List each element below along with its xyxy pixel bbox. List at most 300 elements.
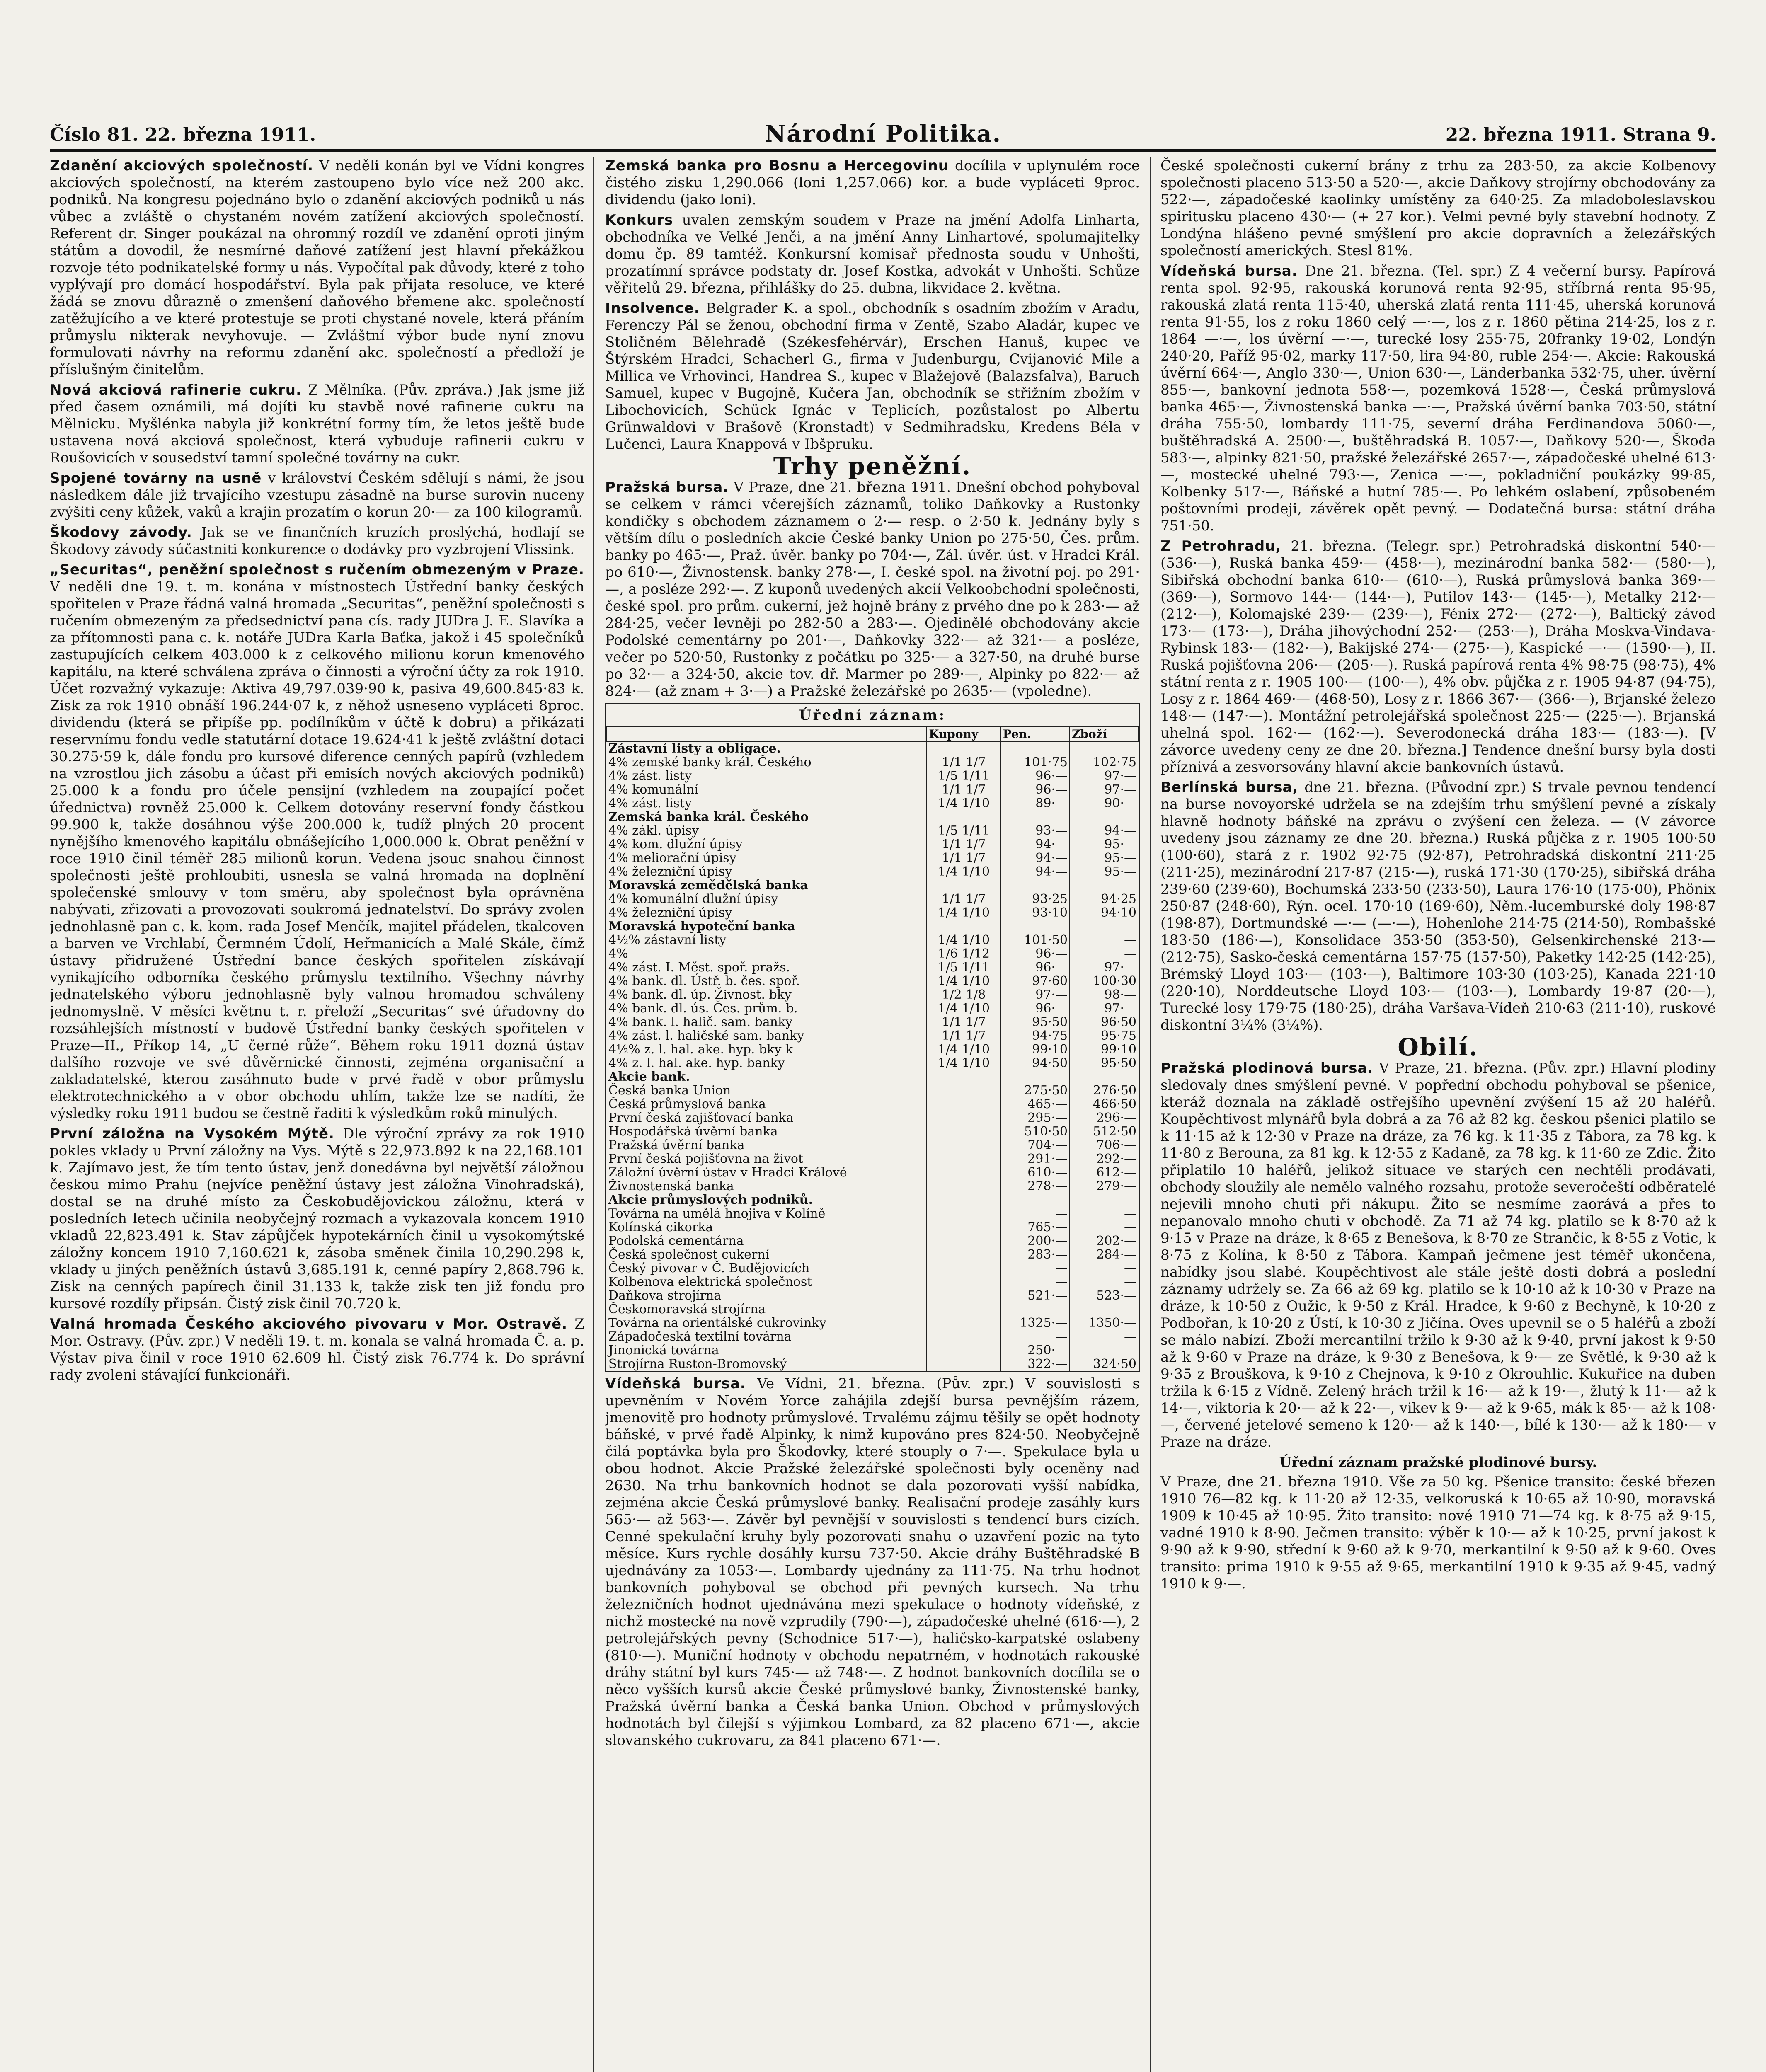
coupon-dates: 1/4 1/10 — [927, 933, 1001, 947]
ask-price: 95·— — [1070, 838, 1138, 851]
article — [605, 157, 1140, 208]
table-row — [607, 1302, 1138, 1316]
newspaper-title: Národní Politika. — [764, 120, 1002, 148]
table-row — [607, 1234, 1138, 1248]
bid-price: 94·— — [1001, 851, 1070, 865]
bid-price: 765·— — [1001, 1220, 1070, 1234]
table-row — [607, 783, 1138, 796]
article-body: docílila v uplynulém roce čistého zisku 1,290.066 (loni 1,257.066) kor. a bude vypláceti 9proc. dividendu (jako loni). — [605, 157, 1140, 208]
column-1 — [50, 157, 584, 2072]
bid-price: 295·— — [1001, 1111, 1070, 1125]
security-name: Záložní úvěrní ústav v Hradci Králové — [608, 1165, 847, 1180]
bid-price: 96·— — [1001, 783, 1070, 796]
column-3 — [1160, 157, 1716, 2072]
security-name: Západočeská textilní továrna — [608, 1329, 792, 1344]
table-row — [607, 769, 1138, 783]
ask-price: 276·50 — [1070, 1084, 1138, 1097]
table-header-row — [607, 727, 1138, 741]
bid-price: 278·— — [1001, 1179, 1070, 1193]
article — [605, 212, 1140, 297]
security-name: Česká banka Union — [608, 1083, 731, 1098]
coupon-dates — [927, 1302, 1001, 1316]
article-heading: Insolvence. — [605, 300, 700, 317]
coupon-dates — [927, 1138, 1001, 1152]
bid-price: 96·— — [1001, 961, 1070, 974]
bid-price: 99·10 — [1001, 1043, 1070, 1056]
security-name: 4% meliorační úpisy — [608, 851, 736, 865]
section-title: Trhy peněžní. — [773, 452, 972, 480]
table-row — [607, 920, 1138, 933]
page-number: 22. března 1911. Strana 9. — [1445, 124, 1716, 145]
coupon-dates — [927, 1152, 1001, 1166]
bid-price: — — [1001, 1261, 1070, 1275]
ask-price: 98·— — [1070, 988, 1138, 1002]
table-row — [607, 1275, 1138, 1289]
security-name: Daňkova strojírna — [608, 1288, 722, 1303]
bid-price: 1325·— — [1001, 1316, 1070, 1330]
security-name: Hospodářská úvěrní banka — [608, 1124, 778, 1139]
security-name: Českomoravská strojírna — [608, 1302, 766, 1317]
bid-price: 96·— — [1001, 947, 1070, 961]
column-header: Pen. — [1001, 727, 1070, 741]
table-row — [607, 961, 1138, 974]
coupon-dates — [927, 1125, 1001, 1138]
security-name: 4% železniční úpisy — [608, 905, 732, 920]
table-row — [607, 1220, 1138, 1234]
table-row — [607, 1029, 1138, 1043]
table-row — [607, 1166, 1138, 1179]
ask-price: 97·— — [1070, 769, 1138, 783]
article — [605, 479, 1140, 700]
article-body: Belgrader K. a spol., obchodník s osadním zbožím v Aradu, Ferenczy Pál se ženou, obchodní firma v Zentě, Szabo Aladár, kupec ve Stoličném Bělehradě (Székesfehérvár), Erschen Hanuš, kupec ve Štýrském Hradci, Schacherl G., firma v Judenburgu, Cvijanović Mile a Millica ve Vrhovinci, Handrea S., kupec v Blažejově (Balazsfalva), Baruch Samuel, kupec v Bugojně, Kučera Jan, obchodník se střižním zbožím v Libochovicích, Schück Ignác v Teplicích, pozůstalost po Albertu Grünwaldovi v Brašově (Kronstadt) v Sedmihradsku, Kredens Béla v Lučenci, Laura Knappová v Ibšpruku. — [605, 300, 1140, 453]
table-row — [607, 933, 1138, 947]
table-row — [607, 988, 1138, 1002]
security-name: 4% zást. listy — [608, 769, 692, 783]
coupon-dates: 1/4 1/10 — [927, 974, 1001, 988]
security-name: Český pivovar v Č. Budějovicích — [608, 1261, 810, 1276]
bid-price: 94·75 — [1001, 1029, 1070, 1043]
bid-price: 275·50 — [1001, 1084, 1070, 1097]
table-row — [607, 1179, 1138, 1193]
ask-price — [1070, 1193, 1138, 1207]
article-body: 21. března. (Telegr. spr.) Petrohradská diskontní 540·— (536·—), Ruská banka 459·— (458·—), mezinárodní banka 582·— (580·—), Sibiřská obchodní banka 610·— (610·—), Ruská průmyslová banka 369·— (369·—), Sormovo 144·— (144·—), Putilov 143·— (145·—), Metalky 212·— (212·—), Kolomajské 239·— (239·—), Fénix 272·— (272·—), Baltický závod 173·— (173·—), Dráha jihovýchodní 252·— (253·—), Dráha Moskva-Vindava-Rybinsk 183·— (182·—), Bakijské 274·— (275·—), Kaspické —·— (1590·—), II. Ruská pojišťovna 206·— (205·—). Ruská papírová renta 4% 98·75 (98·75), 4% státní renta z r. 1905 100·— (100·—), 4% obv. půjčka z r. 1905 94·87 (94·75), Losy z r. 1864 469·— (468·50), Losy z r. 1866 367·— (366·—), Brjanské železo 148·— (147·—). Montážní petrolejářská společnost 225·— (225·—). Brjanská uhelná spol. 162·— (162·—). Severodonecká dráha 183·— (183·—). [V závorce uvedeny ceny ze dne 20. března.] Tendence dnešní bursy byla dosti příznivá a zesvorsovány hlavní akcie bankovních ústavů. — [1160, 538, 1716, 775]
bid-price: — — [1001, 1275, 1070, 1289]
table-row — [607, 1152, 1138, 1166]
subsection-title: Úřední záznam pražské plodinové bursy. — [1279, 1454, 1597, 1471]
ask-price: 100·30 — [1070, 974, 1138, 988]
bid-price — [1001, 741, 1070, 755]
security-name: 4% komunální dlužní úpisy — [608, 892, 778, 906]
column-header: Kupony — [927, 727, 1001, 741]
article-heading: „Securitas“, peněžní společnost s ručením obmezeným v Praze. — [50, 562, 584, 578]
ask-price: — — [1070, 1220, 1138, 1234]
coupon-dates: 1/1 1/7 — [927, 1015, 1001, 1029]
security-name: Moravská zemědělská banka — [608, 878, 808, 893]
ask-price: — — [1070, 1343, 1138, 1357]
table-row — [607, 1138, 1138, 1152]
coupon-dates: 1/4 1/10 — [927, 1043, 1001, 1056]
bid-price: — — [1001, 1302, 1070, 1316]
ask-price: — — [1070, 1275, 1138, 1289]
coupon-dates: 1/1 1/7 — [927, 1029, 1001, 1043]
table-row — [607, 755, 1138, 769]
coupon-dates — [927, 1343, 1001, 1357]
table-row — [607, 810, 1138, 824]
bid-price: 200·— — [1001, 1234, 1070, 1248]
bid-price: 283·— — [1001, 1248, 1070, 1261]
coupon-dates: 1/4 1/10 — [927, 1056, 1001, 1070]
article-body: v království Českém sdělují s námi, že jsou následkem dále již trvajícího vzestupu zásadně na burse surovin nuceny zvýšiti ceny kůžek, vaků a krajin prozatím o korun 20·— za 100 kilogramů. — [50, 470, 584, 520]
article-heading: Pražská bursa. — [605, 479, 729, 496]
security-name: Moravská hypoteční banka — [608, 919, 795, 934]
article — [1160, 1060, 1716, 1451]
article-body: dne 21. března. (Původní zpr.) S trvale pevnou tendencí na burse novoyorské udržela se na zdejším trhu smýšlení pevné a získaly hlavně hodnoty báňské na zprávu o zvýšení cen železa. — (V závorce uvedeny jsou záznamy ze dne 20. března.) Ruská půjčka z r. 1905 100·50 (100·60), stará z r. 1902 92·75 (92·87), Petrohradská diskontní 211·25 (211·25), mezinárodní 217·87 (215·—), ruská 171·30 (170·25), sibiřská dráha 239·60 (239·60), Bochumská 233·50 (233·50), Laura 176·10 (175·00), Phönix 250·87 (248·60), Rýn. ocel. 170·10 (169·60), Něm.-lucemburské doly 198·87 (198·87), Dortmundské —·— (—·—), Hohenlohe 214·75 (214·50), Rombašské 183·50 (186·—), Konsolidace 353·50 (353·50), Gelsenkirchenské 213·— (212·75), Sasko-česká cementárna 157·75 (157·50), Paketky 142·25 (142·25), Brémský Lloyd 103·— (103·—), Baltimore 103·30 (103·25), Kanada 221·10 (220·10), Norddeutsche Lloyd 103·— (103·—), Lombardy 19·87 (20·—), Turecké losy 179·75 (180·25), dráha Varšava-Vídeň 210·63 (211·10), ruskové diskontní 3¼% (3¼%). — [1160, 779, 1716, 1034]
table-row — [607, 865, 1138, 879]
bid-price — [1001, 920, 1070, 933]
table-row — [607, 1330, 1138, 1343]
article-heading: Vídeňská bursa. — [605, 1375, 746, 1392]
table-row — [607, 796, 1138, 810]
ask-price: 612·— — [1070, 1166, 1138, 1179]
coupon-dates — [927, 1207, 1001, 1220]
table-row — [607, 1125, 1138, 1138]
quotes-table — [606, 726, 1139, 1371]
bid-price: 93·25 — [1001, 892, 1070, 906]
security-name: 4% železniční úpisy — [608, 864, 732, 879]
article — [50, 524, 584, 558]
coupon-dates: 1/4 1/10 — [927, 906, 1001, 920]
coupon-dates: 1/2 1/8 — [927, 988, 1001, 1002]
table-row — [607, 1056, 1138, 1070]
bid-price: — — [1001, 1207, 1070, 1220]
ask-price: 706·— — [1070, 1138, 1138, 1152]
coupon-dates — [927, 1166, 1001, 1179]
ask-price: 95·— — [1070, 851, 1138, 865]
official-quotes-box — [605, 703, 1140, 1372]
security-name: 4% zemské banky král. Českého — [608, 755, 812, 770]
security-name: Akcie bank. — [608, 1070, 690, 1084]
bid-price: 510·50 — [1001, 1125, 1070, 1138]
table-row — [607, 1207, 1138, 1220]
security-name: 4% kom. dlužní úpisy — [608, 837, 743, 852]
article — [1160, 1474, 1716, 1593]
coupon-dates — [927, 1193, 1001, 1207]
coupon-dates — [927, 1357, 1001, 1371]
table-row — [607, 1343, 1138, 1357]
table-row — [607, 974, 1138, 988]
ask-price: 512·50 — [1070, 1125, 1138, 1138]
ask-price: 96·50 — [1070, 1015, 1138, 1029]
security-name: Podolská cementárna — [608, 1234, 744, 1248]
table-row — [607, 1002, 1138, 1015]
article — [50, 562, 584, 1122]
coupon-dates — [927, 1234, 1001, 1248]
article-body: Dle výroční zprávy za rok 1910 pokles vklady u První záložny na Vys. Mýtě s 22,973.892 k na 22,168.101 k. Zajímavo jest, že tím tento ústav, jenž donedávna byl největší záložnou českou mimo Prahu (nejvíce peněžní ústavy jest záložna Vinohradská), dostal se na druhé místo za Českobudějovickou záložnu, která v posledních letech učinila neobyčejný rozmach a vykazovala koncem 1910 vkladů 22,823.491 k. Stav zápůjček hypotekárních činil u vysokomýtské záložny koncem 1910 7,160.621 k, zásoba směnek činila 10,290.298 k, vklady u jiných peněžních ústavů 3,685.191 k, cenné papíry 2,868.796 k. Zisk na cenných papírech činil 31.133 k, takže zisk ten již fondu pro kursové rozdíly připsán. Čistý zisk činil 70.720 k. — [50, 1126, 584, 1312]
ask-price: — — [1070, 1207, 1138, 1220]
masthead-rule — [50, 149, 1716, 152]
security-name: 4½% zástavní listy — [608, 933, 727, 947]
article-heading: Z Petrohradu, — [1160, 538, 1282, 554]
article-body: Z Mor. Ostravy. (Pův. zpr.) V neděli 19. t. m. konala se valná hromada Č. a. p. Výstav piva činil v roce 1910 62.609 hl. Čistý zisk 76.774 k. Do správní rady zvoleni stávající funkcionáři. — [50, 1316, 584, 1383]
security-name: Česká společnost cukerní — [608, 1247, 770, 1262]
security-name: 4% bank. dl. úp. Živnost. bky — [608, 988, 792, 1002]
security-name: 4% — [608, 946, 628, 961]
ask-price: 97·— — [1070, 961, 1138, 974]
article — [1160, 263, 1716, 535]
ask-price: 99·10 — [1070, 1043, 1138, 1056]
ask-price: 1350·— — [1070, 1316, 1138, 1330]
security-name: 4% zást. l. haličské sam. banky — [608, 1029, 804, 1043]
bid-price: 610·— — [1001, 1166, 1070, 1179]
ask-price: 202·— — [1070, 1234, 1138, 1248]
table-row — [607, 892, 1138, 906]
bid-price: 704·— — [1001, 1138, 1070, 1152]
coupon-dates: 1/1 1/7 — [927, 851, 1001, 865]
article-heading: Zdanění akciových společností. — [50, 157, 314, 174]
coupon-dates: 1/5 1/11 — [927, 769, 1001, 783]
column-header: Zboží — [1070, 727, 1138, 741]
article-heading: První záložna na Vysokém Mýtě. — [50, 1126, 334, 1142]
bid-price: 94·50 — [1001, 1056, 1070, 1070]
article-body: V Praze, dne 21. března 1911. Dnešní obchod pohyboval se celkem v rámci včerejších záznamů, toliko Daňkovky a Rustonky kondičky s obchodem záznamem o 2·— resp. o 2·50 k. Jednány byly s větším dílu o posledních akcie České banky Union po 275·50, Čes. prům. banky po 465·—, Praž. úvěr. banky po 704·—, Zál. úvěr. úst. v Hradci Král. po 610·—, Živnostensk. banky 278·—, I. české spol. na životní poj. po 291·—, a posléze 292·—. Z kuponů uvedených akcií Velkoobchodní společnosti, české spol. pro prům. cukerní, jež hojně brány z prvého dne po k 283·— až 284·25, večer levněji po 282·50 a 283·—. Ojedinělé obchodovány akcie Podolské cementárny po 201·—, Daňkovky 322·— až 321·— a posléze, večer po 520·50, Rustonky z počátku po 325·— a 327·50, na druhé burse po 32·— a 324·50, akcie tov. dř. Marmer po 289·—, Alpinky po 822·— až 824·— (až znam + 3·—) a Pražské železářské po 2635·— (vpoledne). — [605, 479, 1140, 700]
bid-price: 89·— — [1001, 796, 1070, 810]
bid-price: 465·— — [1001, 1097, 1070, 1111]
security-name: První česká pojišťovna na život — [608, 1152, 804, 1166]
table-row — [607, 1043, 1138, 1056]
table-body — [607, 741, 1138, 1371]
ask-price: 95·— — [1070, 865, 1138, 879]
bid-price: 291·— — [1001, 1152, 1070, 1166]
ask-price: 97·— — [1070, 1002, 1138, 1015]
table-row — [607, 947, 1138, 961]
article — [50, 470, 584, 521]
security-name: 4% z. l. hal. ake. hyp. banky — [608, 1056, 785, 1070]
article-body: V neděli konán byl ve Vídni kongres akciových společností, na kterém zastoupeno bylo více než 200 akc. podniků. Na kongresu pojednáno bylo o zdanění akciových podniků u nás vůbec a zvláště o chystaném novém zatížení akciových společností. Referent dr. Singer poukázal na ohromný rozdíl ve zdanění oproti jiným státům a dovodil, že nesmírné daňové zatížení jest hlavní překážkou rozvoje této podnikatelské formy u nás. Vypočítal pak důvody, které z toho vyplývají pro domácí hospodářství. Byla pak přijata resoluce, ve které žádá se znovu důrazně o zmenšení daňového břemene akc. společností zatěžujícího a ve které protestuje se proti chystané novele, která přáním průmyslu nikterak nevyhovuje. — Zvláštní výbor bude nyní znovu formulovati návrhy na reformu zdanění akc. společností a předloží je příslušným činitelům. — [50, 157, 584, 378]
bid-price: — — [1001, 1330, 1070, 1343]
coupon-dates — [927, 741, 1001, 755]
coupon-dates — [927, 1111, 1001, 1125]
ask-price: 296·— — [1070, 1111, 1138, 1125]
table-row — [607, 838, 1138, 851]
bid-price — [1001, 879, 1070, 892]
article-body: Jak se ve finančních kruzích proslýchá, hodlají se Škodovy závody súčastniti konkurence o dodávky pro vyzbrojení Vlissink. — [50, 524, 584, 558]
coupon-dates — [927, 1261, 1001, 1275]
article-body: V neděli dne 19. t. m. konána v místnostech Ústřední banky českých spořitelen v Praze řádná valná hromada „Securitas“, peněžní společnosti s ručením obmezeným za předsednictví pana cís. rady JUDra J. E. Slavíka a za přítomnosti pana c. k. notáře JUDra Karla Baťka, jakož i 45 společníků zastupujících celkem 403.000 k z celkového milionu korun kmenového kapitálu, na které schválena zpráva o činnosti a výroční účty za rok 1910. Účet rozvažný vykazuje: Aktiva 49,797.039·90 k, pasiva 49,600.845·83 k. Zisk za rok 1910 obnáší 196.244·07 k, z něhož usneseno vypláceti 8proc. dividendu (která se připíše pp. podílníkům v účtě k dobru) a přikázati reservnímu fondu vedle statutární dotace 19.624·41 k ještě zvláštní dotaci 30.275·59 k, dále fondu pro kursové diference cenných papírů (vzhledem na vzrostlou jich zásobu a účast při emisích nových akciových podniků) 25.000 k a fondu pro účele pensijní (vzhledem na zoupající počet úřednictva) rovněž 25.000 k. Celkem dotovány reservní fondy částkou 99.900 k, takže dosáhnou výše 200.000 k, tudíž plných 20 procent nynějšího kmenového kapitálu obnášejícího 1,000.000 k. Obrat peněžní v roce 1910 činil téměř 285 milionů korun. Vedena jsouc snahou činnost společnosti ještě prohloubiti, usnesla se valná hromada na doplnění společenské smlouvy v tom směru, aby společnost byla oprávněna nabývati, zřizovati a provozovati soukromá jednatelství. Do správy zvolen jednohlasně pan c. k. kom. rada Josef Menčík, majitel přádelen, tkalcoven a barven ve Vrchlabí, Čermném Údolí, Heřmanicích a Malé Skále, čímž ústavy přidružené Ústřední bance českých spořitelen získávají vynikajícího odborníka českého průmyslu textilního. Všechny návrhy jednatelského výboru jednohlasně byly valnou hromadou schváleny jednomyslně. V měsíci květnu t. r. přeloží „Securitas“ své úřadovny do rozsáhlejších místností v budově Ústřední banky českých spořitelen v Praze—II., Příkop 14, „U černé růže“. Během roku 1911 dozná ústav dalšího rozvoje ve své důvěrnické činnosti, zejména organisační a zakladatelské, kterou zasáhnuto bude v prvé řadě v obor průmyslu elektrotechnického a v obor obchodu uhlím, takže lze se nadíti, že výsledky roku 1911 budou se čestně řaditi k výsledkům roků minulých. — [50, 579, 584, 1122]
coupon-dates — [927, 1097, 1001, 1111]
ask-price — [1070, 741, 1138, 755]
article-heading: Zemská banka pro Bosnu a Hercegovinu — [605, 157, 949, 174]
ask-price: 102·75 — [1070, 755, 1138, 769]
security-name: 4% zást. I. Měst. spoř. pražs. — [608, 960, 790, 975]
coupon-dates: 1/4 1/10 — [927, 1002, 1001, 1015]
column-divider — [1150, 157, 1151, 2072]
table-row — [607, 1084, 1138, 1097]
coupon-dates — [927, 1070, 1001, 1084]
table-row — [607, 1316, 1138, 1330]
article-body: uvalen zemským soudem v Praze na jmění Adolfa Linharta, obchodníka ve Velké Jenči, a na jmění Anny Linhartové, spolumajitelky domu čp. 89 tamtéž. Konkursní komisař přednosta soudu v Unhošti, prozatímní správce podstaty dr. Josef Kostka, advokát v Unhošti. Schůze věřitelů 29. března, přihlášky do 25. dubna, likvidace 2. května. — [605, 212, 1140, 296]
ask-price: — — [1070, 947, 1138, 961]
coupon-dates: 1/4 1/10 — [927, 865, 1001, 879]
ask-price: 90·— — [1070, 796, 1138, 810]
ask-price: 95·75 — [1070, 1029, 1138, 1043]
bid-price: 322·— — [1001, 1357, 1070, 1371]
ask-price: 466·50 — [1070, 1097, 1138, 1111]
ask-price — [1070, 879, 1138, 892]
article — [605, 300, 1140, 453]
article-body: České společnosti cukerní brány z trhu za 283·50, za akcie Kolbenovy společnosti placeno 513·50 a 520·—, akcie Daňkovy strojírny obchodovány za 522·—, západočeské kaolinky umístěny za 640·25. Za mladoboleslavskou spiritusku placeno 430·— (+ 27 kor.). Velmi pevné byly stavební hodnoty. Z Londýna hlášeno pevné smýšlení pro akcie dopravních a železářských společností amerických. Stesl 81%. — [1160, 157, 1716, 259]
coupon-dates: 1/1 1/7 — [927, 755, 1001, 769]
ask-price: 523·— — [1070, 1289, 1138, 1302]
bid-price: 101·50 — [1001, 933, 1070, 947]
bid-price — [1001, 810, 1070, 824]
article — [50, 382, 584, 467]
table-row — [607, 1357, 1138, 1371]
article-body: Ve Vídni, 21. března. (Pův. zpr.) V souvislosti s upevněním v Novém Yorce zahájila zdejší bursa pevnějším rázem, jmenovitě pro hodnoty průmyslové. Trvalému zájmu těšily se opět hodnoty báňské, v prvé řadě Alpinky, k nimž kupováno pres 824·50. Neobyčejně čilá poptávka byla pro Škodovky, které stouply o 7·—. Spekulace byla u obou hodnot. Akcie Pražské železářské společnosti byly oceněny nad 2630. Na trhu bankovních hodnot se dala pozorovati vyšší nabídka, zejména akcie Česká průmyslové banky. Realisační prodeje zasáhly kurs 565·— až 563·—. Závěr byl pevnější v souvislosti s tendencí burs cizích. Cenné spekulační kruhy byly pozorovati snahu o uzavření pozic na tyto měsíce. Kurs rychle dosáhly kursu 737·50. Akcie dráhy Buštěhradské B ujednávány za 1053·—. Lombardy ujednány za 111·75. Na trhu hodnot bankovních pohyboval se obchod při pevných kursech. Na trhu železničních hodnot ujednávána mezi spekulace o hodnoty vídeňské, z nichž mostecké na nově vzprudily (790·—), západočeské uhelné (616·—), 2 petrolejářských pevny (Schodnice 517·—), haličsko-karpatské oslabeny (810·—). Muniční hodnoty v obchodu nepatrném, v hodnotách rakouské dráhy státní byl kurs 745·— až 748·—. Z hodnot bankovních docílila se o něco vyšších kursů akcie České průmyslové banky, Živnostenské banky, Pražská úvěrní banka a Česká banka Union. Obchod v průmyslových hodnotách byl čilejší s výjimkou Lombard, za 82 placeno 671·—, akcie slovanského cukrovaru, za 841 placeno 671·—. — [605, 1375, 1140, 1749]
article — [605, 1375, 1140, 1749]
table-row — [607, 1261, 1138, 1275]
coupon-dates — [927, 920, 1001, 933]
ask-price: 284·— — [1070, 1248, 1138, 1261]
ask-price: — — [1070, 933, 1138, 947]
security-name: Kolínská cikorka — [608, 1220, 713, 1234]
table-row — [607, 1015, 1138, 1029]
ask-price — [1070, 810, 1138, 824]
bid-price: 96·— — [1001, 769, 1070, 783]
coupon-dates: 1/1 1/7 — [927, 783, 1001, 796]
security-name: 4% bank. dl. Ústř. b. čes. spoř. — [608, 974, 800, 988]
coupon-dates — [927, 810, 1001, 824]
article — [50, 157, 584, 378]
bid-price: 97·— — [1001, 988, 1070, 1002]
bid-price — [1001, 1070, 1070, 1084]
security-name: Strojírna Ruston-Bromovský — [608, 1357, 787, 1371]
article-heading: Škodovy závody. — [50, 524, 192, 541]
column-2 — [605, 157, 1140, 2072]
article-heading: Konkurs — [605, 212, 673, 228]
article-heading: Nová akciová rafinerie cukru. — [50, 382, 302, 398]
article — [1160, 157, 1716, 259]
article — [50, 1126, 584, 1312]
bid-price: 95·50 — [1001, 1015, 1070, 1029]
ask-price: 94·25 — [1070, 892, 1138, 906]
bid-price: 97·60 — [1001, 974, 1070, 988]
security-name: Zástavní listy a obligace. — [608, 741, 781, 756]
bid-price — [1001, 1193, 1070, 1207]
ask-price: — — [1070, 1261, 1138, 1275]
coupon-dates — [927, 1330, 1001, 1343]
article-body: V Praze, 21. března. (Pův. zpr.) Hlavní plodiny sledovaly dnes smýšlení pevné. V popřední obchodu pohyboval se pšenice, kteráž doznala na základě ostřejšího upevnění zvýšení 15 až 20 haléřů. Koupěchtivost mlynářů byla dobrá a za 76 až 82 kg. českou pšenici platilo se k 11·15 až k 12·30 v Praze na dráze, za 76 kg. k 11·35 z Tábora, za 78 kg. k 11·80 z Berouna, za 81 kg. k 12·55 z Kadaně, za 78 kg. k 11·60 ze Zdic. Žito připlatilo 10 haléřů, jelikož situace ve starých cen nechtěli prodávati, obchody sloužily ale nemělo valného rozsahu, protože severočeští odběratelé nejevili mnoho chuti při nákupu. Žito se nesmíme zaorává a přes to nepanovalo mnoho chuti v obchodě. Za 71 až 74 kg. platilo se k 8·70 až k 9·15 v Praze na dráze, k 8·65 z Benešova, k 8·70 ze Strančic, k 8·55 z Votic, k 8·75 z Kolína, k 8·50 z Tábora. Kampaň ječmene jest téměř ukončena, nabídky jsou slabé. Koupěchtivost ale stále ještě dosti dobrá a poslední záznamy udržely se. Za 66 až 69 kg. platilo se k 10·10 až k 10·30 v Praze na dráze, k 10·50 z Oužic, k 9·50 z Král. Hradce, k 9·60 z Bechyně, k 10·20 z Podbořan, k 10·20 z Ústí, k 10·30 z Jičína. Oves upevnil se o 5 haléřů a zboží se málo nabízí. Zboží mercantilní tržilo k 9·30 až k 9·40, první jakost k 9·50 až k 9·60 v Praze na dráze, k 9·30 z Benešova, k 9·— ze Světlé, k 9·30 až k 9·35 z Brouškova, k 9·10 z Chejnova, k 9·10 z Okrouhlic. Kukuřice na duben tržila k 6·15 z Vídně. Zelený hrách tržil k 16·— až k 19·—, žlutý k 11·— až k 14·—, viktoria k 20·— až k 22·—, vikev k 9·— až k 9·65, mák k 85·— až k 108·—, červené jetelové semeno k 120·— až k 140·—, bílé k 130·— až k 180·— v Praze na dráze. — [1160, 1060, 1716, 1450]
table-row — [607, 1193, 1138, 1207]
security-name: Živnostenská banka — [608, 1179, 734, 1193]
security-name: Akcie průmyslových podniků. — [608, 1193, 813, 1207]
article-heading: Spojené továrny na usně — [50, 470, 262, 487]
bid-price: 94·— — [1001, 865, 1070, 879]
article-body: Z Mělníka. (Pův. zpráva.) Jak jsme již před časem oznámili, má dojíti ku stavbě nové rafinerie cukru na Mělnicku. Myšlénka nabyla již konkrétní formy tím, že letos ještě bude ustavena nová akciová společnost, která vybuduje rafinerii cukru v Roušovicích v sousedství tamní společné továrny na cukr. — [50, 382, 584, 466]
table-row — [607, 851, 1138, 865]
table-row — [607, 1248, 1138, 1261]
ask-price: 94·— — [1070, 824, 1138, 838]
ask-price: 94·10 — [1070, 906, 1138, 920]
coupon-dates — [927, 879, 1001, 892]
coupon-dates — [927, 1316, 1001, 1330]
article — [1160, 779, 1716, 1034]
ask-price: — — [1070, 1302, 1138, 1316]
coupon-dates: 1/1 1/7 — [927, 892, 1001, 906]
security-name: První česká zajišťovací banka — [608, 1111, 794, 1125]
article-heading: Vídeňská bursa. — [1160, 263, 1298, 279]
table-row — [607, 741, 1138, 755]
security-name: Továrna na orientálské cukrovinky — [608, 1316, 826, 1330]
security-name: Továrna na umělá hnojiva v Kolíně — [608, 1206, 826, 1221]
security-name: 4% komunální — [608, 782, 698, 797]
coupon-dates: 1/5 1/11 — [927, 824, 1001, 838]
table-row — [607, 1111, 1138, 1125]
ask-price: 97·— — [1070, 783, 1138, 796]
coupon-dates: 1/5 1/11 — [927, 961, 1001, 974]
coupon-dates: 1/6 1/12 — [927, 947, 1001, 961]
security-name: 4½% z. l. hal. ake. hyp. bky k — [608, 1042, 793, 1057]
coupon-dates — [927, 1289, 1001, 1302]
bid-price: 93·10 — [1001, 906, 1070, 920]
security-name: Česká průmyslová banka — [608, 1097, 766, 1111]
bid-price: 96·— — [1001, 1002, 1070, 1015]
security-name: 4% bank. dl. ús. Čes. prům. b. — [608, 1001, 798, 1016]
coupon-dates — [927, 1084, 1001, 1097]
bid-price: 250·— — [1001, 1343, 1070, 1357]
security-name: Jinonická továrna — [608, 1343, 719, 1358]
coupon-dates — [927, 1220, 1001, 1234]
ask-price: 324·50 — [1070, 1357, 1138, 1371]
ask-price: 279·— — [1070, 1179, 1138, 1193]
article-body: Dne 21. března. (Tel. spr.) Z 4 večerní bursy. Papírová renta spol. 92·95, rakouská korunová renta 92·95, stříbrná renta 95·95, rakouská zlatá renta 115·40, uherská zlatá renta 111·45, uherská korunová renta 91·55, los z roku 1860 celý —·—, los z r. 1860 pětina 214·25, los z r. 1864 —·—, los úvěrní —·—, turecké losy 255·75, 20franky 19·02, Londýn 240·20, Paříž 95·02, marky 117·50, lira 94·80, ruble 254·—. Akcie: Rakouská úvěrní 664·—, Anglo 330·—, Union 630·—, Länderbanka 532·75, uher. úvěrní 855·—, bankovní jednota 558·—, pozemková 1528·—, Česká průmyslová banka 465·—, Živnostenská banka —·—, Pražská úvěrní banka 703·50, státní dráha 755·50, lombardy 111·75, severní dráha Ferdinandova 5060·—, buštěhradská A. 2500·—, buštěhradská B. 1057·—, Daňkovy 520·—, Škoda 583·—, alpinky 821·50, pražské železářské 2657·—, západočeské uhelné 613·—, mostecké uhelné 793·—, Zenica —·—, pokladniční poukázky 99·85, Kolbenky 517·—, Báňské a hutní 785·—. Po lehkém oslabení, způsobeném poštovními prodeji, závěrek opět pevný. — Dodatečná bursa: státní dráha 751·50. — [1160, 263, 1716, 534]
issue-date: Číslo 81. 22. března 1911. — [50, 124, 316, 145]
article-heading: Pražská plodinová bursa. — [1160, 1060, 1374, 1077]
table-row — [607, 1097, 1138, 1111]
article-heading: Valná hromada Českého akciového pivovaru v Mor. Ostravě. — [50, 1316, 568, 1332]
column-divider — [593, 157, 594, 2072]
security-name: Pražská úvěrní banka — [608, 1138, 745, 1152]
ask-price: 292·— — [1070, 1152, 1138, 1166]
table-row — [607, 879, 1138, 892]
bid-price: 93·— — [1001, 824, 1070, 838]
coupon-dates: 1/1 1/7 — [927, 838, 1001, 851]
table-row — [607, 1289, 1138, 1302]
table-row — [607, 1070, 1138, 1084]
ask-price: 95·50 — [1070, 1056, 1138, 1070]
coupon-dates — [927, 1275, 1001, 1289]
section-title: Obilí. — [1398, 1033, 1479, 1061]
article-heading: Berlínská bursa, — [1160, 779, 1298, 796]
bid-price: 101·75 — [1001, 755, 1070, 769]
bid-price: 521·— — [1001, 1289, 1070, 1302]
ask-price — [1070, 1070, 1138, 1084]
article-body: V Praze, dne 21. března 1910. Vše za 50 kg. Pšenice transito: české březen 1910 76—82 kg. k 11·20 až 12·35, velkoruská k 10·65 až 10·90, moravská 1909 k 10·45 až 10·95. Žito transito: nové 1910 71—74 kg. k 8·75 až 9·15, vadné 1910 k 8·90. Ječmen transito: výběr k 10·— až k 10·25, první jakost k 9·90 až k 9·90, střední k 9·60 až k 9·70, merkantilní k 9·50 až k 9·60. Oves transito: prima 1910 k 9·55 až 9·65, merkantilní 1910 k 9·35 až 9·45, vadný 1910 k 9·—. — [1160, 1474, 1716, 1592]
ask-price — [1070, 920, 1138, 933]
security-name: Kolbenova elektrická společnost — [608, 1275, 812, 1289]
table-row — [607, 824, 1138, 838]
ask-price: — — [1070, 1330, 1138, 1343]
article — [50, 1316, 584, 1384]
coupon-dates: 1/4 1/10 — [927, 796, 1001, 810]
coupon-dates — [927, 1248, 1001, 1261]
security-name: Zemská banka král. Českého — [608, 810, 809, 824]
security-name: 4% bank. l. halič. sam. banky — [608, 1015, 793, 1029]
security-name: 4% zást. listy — [608, 796, 692, 811]
article — [1160, 538, 1716, 776]
coupon-dates — [927, 1179, 1001, 1193]
table-title: Úřední záznam: — [799, 707, 946, 724]
column-header — [607, 727, 927, 741]
